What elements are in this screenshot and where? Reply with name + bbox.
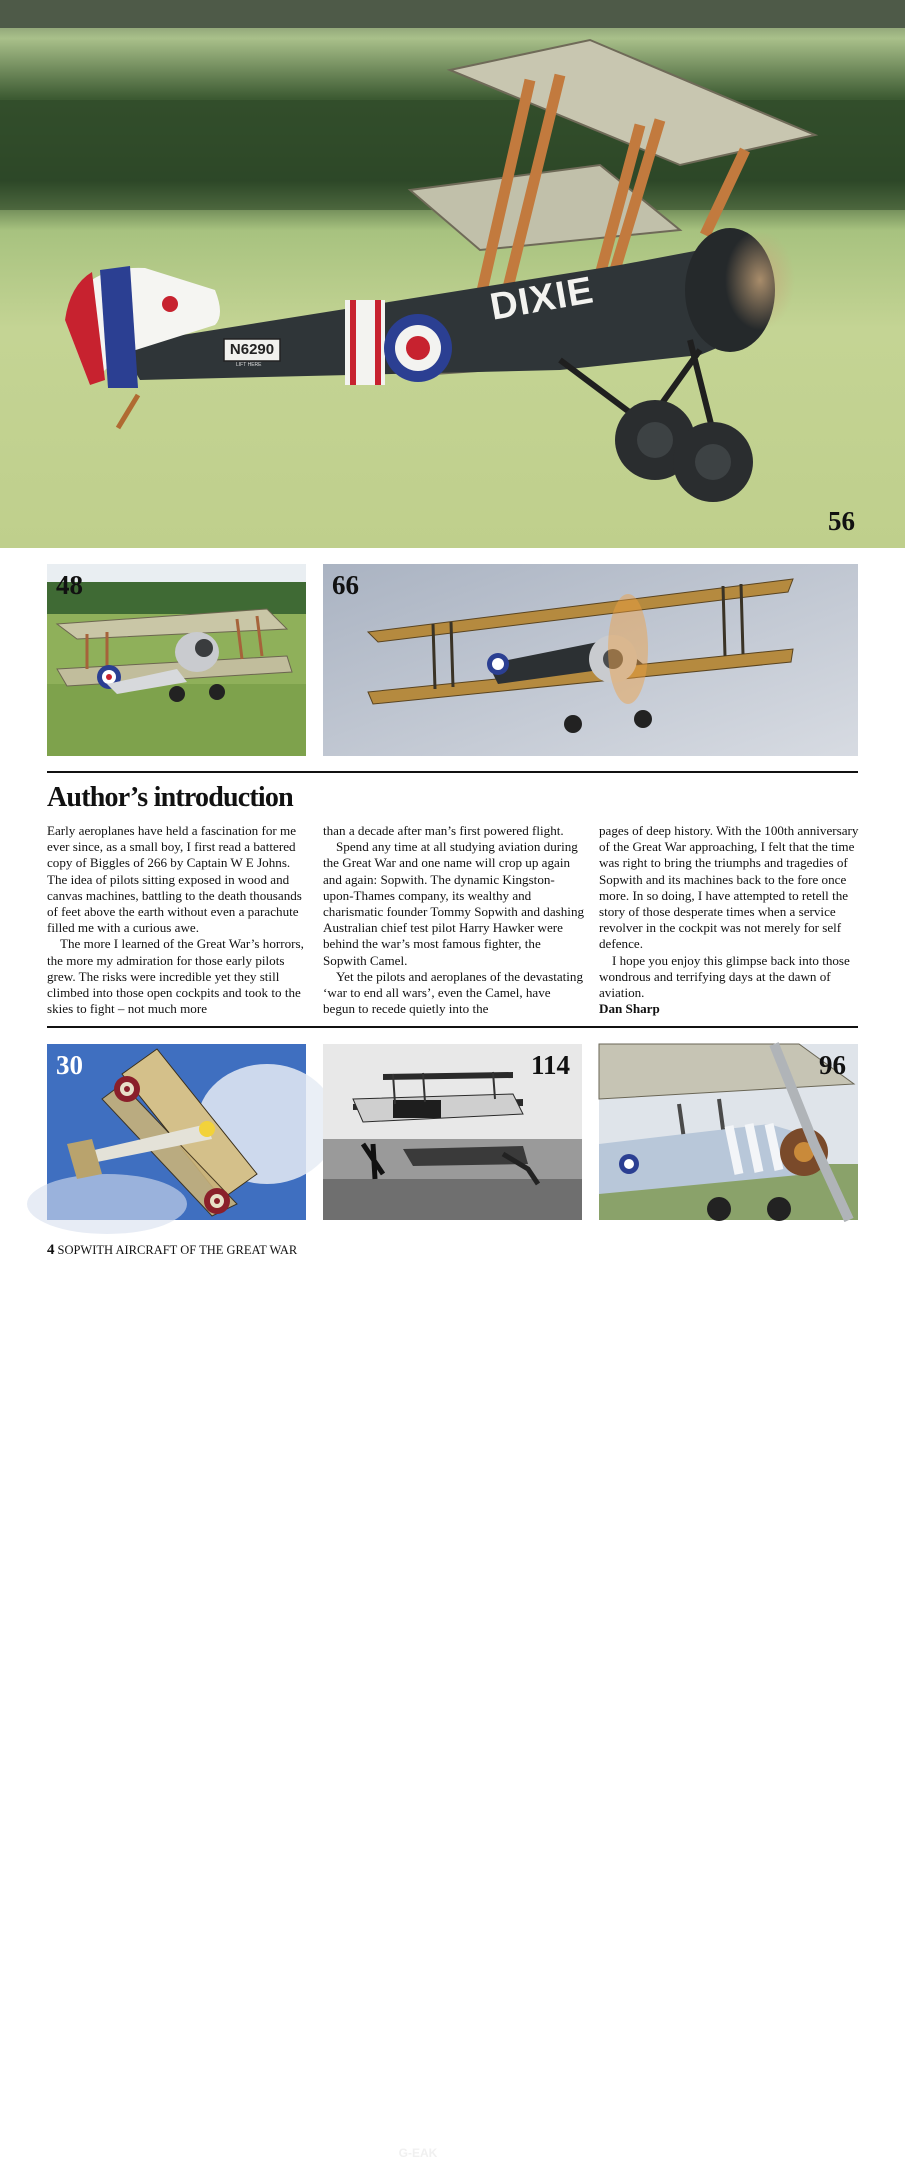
- thumb-photo-30: [47, 1044, 306, 1220]
- col2-paragraph-1: than a decade after man’s first powered flight.: [323, 823, 564, 838]
- aircraft-serial-label: N6290: [229, 341, 275, 358]
- page-ref-56: 56: [828, 506, 855, 536]
- divider-rule-top: [47, 771, 858, 773]
- thumb-photo-48: [47, 564, 306, 756]
- page-ref-48: 48: [56, 570, 83, 600]
- col1-paragraph-2: The more I learned of the Great War’s horrors, the more my admiration for those early pilots grew. The risks were incredible yet they still climbed into those open cockpits and took to the skies to fight – not much more: [47, 936, 304, 1017]
- author-signature: Dan Sharp: [599, 1001, 660, 1017]
- hero-photo-sopwith-triplane: [0, 0, 905, 548]
- thumb-30-illustration: [47, 1044, 306, 1220]
- article-column-2: [323, 823, 585, 1017]
- divider-rule-bottom: [47, 1026, 858, 1028]
- thumb-photo-66: [323, 564, 858, 756]
- col2-paragraph-2: Spend any time at all studying aviation during the Great War and one name will crop up again and again: Sopwith. The dynamic Kingston-upon-Thames company, its wealthy and charismatic founder Tommy Sopwith and dashing Australian chief test pilot Harry Hawker were behind the war’s most famous fighter, the Sopwith Camel.: [323, 839, 585, 968]
- page-ref-96: 96: [819, 1050, 846, 1080]
- col3-paragraph-1: pages of deep history. With the 100th anniversary of the Great War approaching, I felt that the time was right to bring the triumphs and tragedies of Sopwith and its machines back to the fore once more. In so doing, I have attempted to retell the story of those desperate times when a service revolver in the cockpit was not merely for self defence.: [599, 823, 859, 952]
- col2-paragraph-3: Yet the pilots and aeroplanes of the devastating ‘war to end all wars’, even the Camel, have begun to recede quietly into the: [323, 968, 584, 1017]
- aircraft-name-label: DIXIE: [487, 269, 598, 329]
- hero-photo-illustration: [0, 0, 905, 548]
- article-column-1: [47, 823, 309, 1017]
- thumb-photo-96: [599, 1044, 858, 1220]
- lift-here-label: LIFT HERE: [236, 362, 262, 368]
- thumb-66-illustration: [323, 564, 858, 756]
- footer-publication-title: SOPWITH AIRCRAFT OF THE GREAT WAR: [57, 1243, 298, 1257]
- footer-page-number: 4: [47, 1242, 55, 1258]
- thumb-photo-114: [323, 1044, 582, 2160]
- page-footer: [47, 1242, 297, 1259]
- article-heading: Author’s introduction: [47, 782, 293, 813]
- col1-paragraph-1: Early aeroplanes have held a fascination for me ever since, as a small boy, I first read a battered copy of Biggles of 266 by Captain W E Johns. The idea of pilots sitting exposed in wood and canvas machines, battling to the death thousands of feet above the earth without even a parachute filled me with a curious awe.: [47, 823, 302, 936]
- page-ref-30: 30: [56, 1050, 83, 1080]
- article-column-3: [599, 823, 861, 1017]
- thumb-48-illustration: [47, 564, 306, 756]
- seaplane-serial-label: G-EAK: [398, 2146, 438, 2160]
- page-ref-114: 114: [530, 1050, 570, 1080]
- page-ref-66: 66: [332, 570, 359, 600]
- col3-paragraph-2: I hope you enjoy this glimpse back into those wondrous and terrifying days at the dawn of aviation.: [599, 952, 850, 1001]
